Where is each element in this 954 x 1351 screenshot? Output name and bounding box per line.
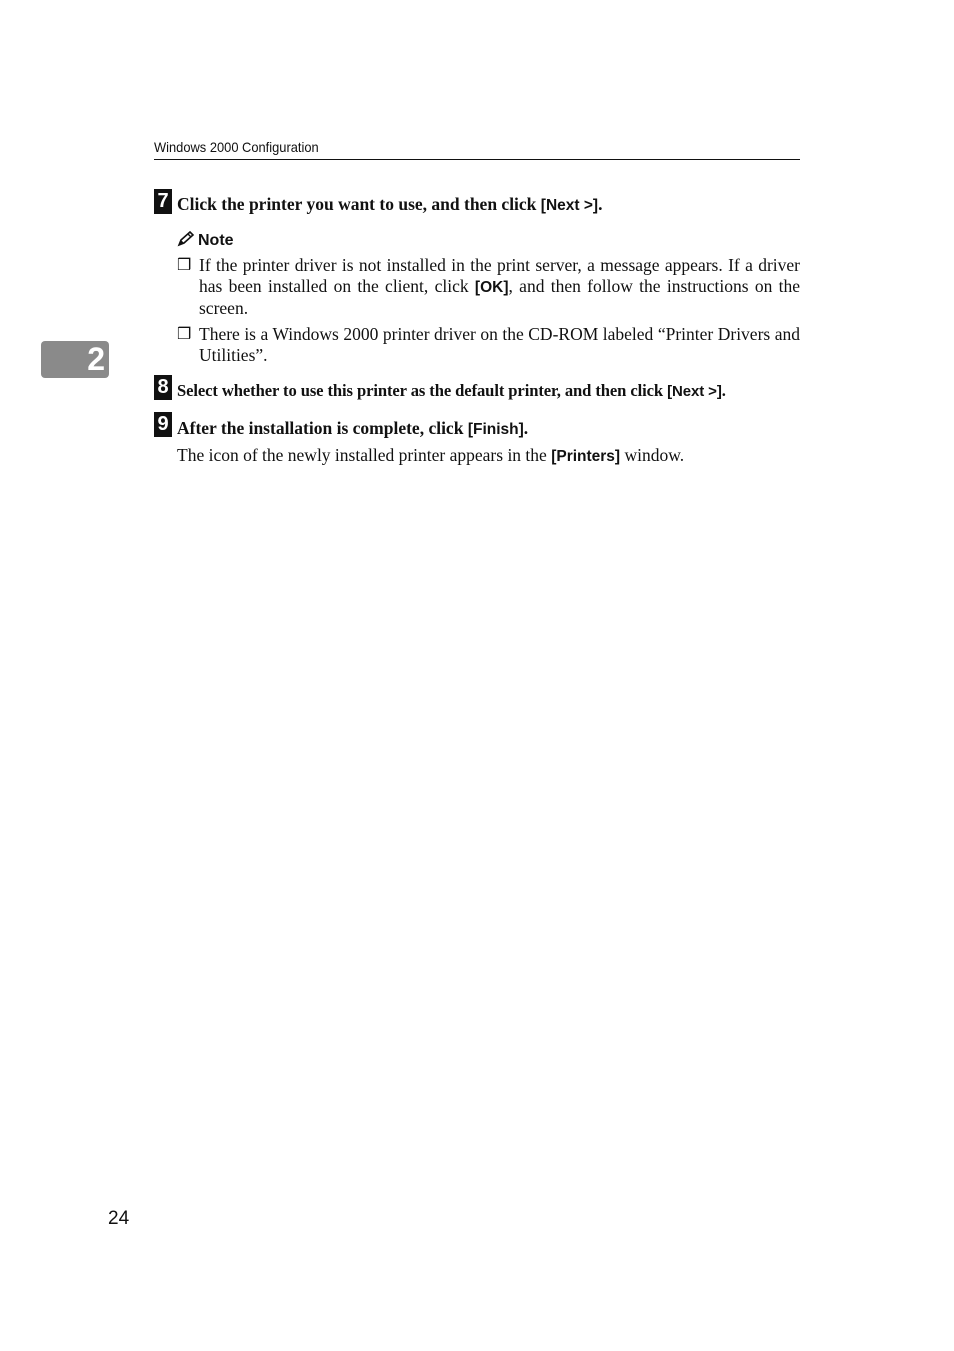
note-item [177, 324, 800, 366]
page-number: 24 [108, 1208, 130, 1229]
body-text-main: The icon of the newly installed printer appears in the [177, 445, 552, 465]
step-text [177, 381, 726, 401]
ui-term: [OK] [474, 279, 509, 296]
step-text-main: After the installation is complete, click [177, 418, 468, 438]
step-number-badge: 7 [154, 189, 172, 214]
ui-term: [Finish] [467, 421, 524, 438]
ui-term: [Next >] [667, 383, 722, 400]
ui-term: [Printers] [551, 448, 621, 465]
step-number-badge: 8 [154, 375, 172, 400]
step-text-main: Select whether to use this printer as the default printer, and then click [177, 381, 668, 400]
chapter-number: 2 [87, 341, 105, 377]
step-text [177, 194, 602, 215]
step-text-end: . [598, 194, 603, 214]
note-item-text: There is a Windows 2000 printer driver on the CD-ROM labeled “Printer Drivers and Utilities”. [199, 324, 800, 365]
note-heading [177, 231, 234, 250]
pencil-icon [177, 231, 195, 247]
ui-term: [Next >] [540, 197, 599, 214]
header-rule [154, 159, 800, 160]
header-title: Windows 2000 Configuration [154, 139, 319, 155]
chapter-tab [41, 341, 109, 378]
checkbox-bullet-icon: ❒ [177, 326, 192, 343]
step-text [177, 418, 528, 439]
note-item [177, 255, 800, 319]
checkbox-bullet-icon: ❒ [177, 257, 192, 274]
note-text-end: , and then follow the instructions on the screen. [199, 276, 801, 318]
note-label: Note [198, 232, 234, 249]
note-item-text [199, 255, 800, 319]
body-text-end: window. [620, 445, 685, 465]
step-text-end: . [721, 381, 726, 400]
step-text-end: . [523, 418, 529, 438]
step-text-main: Click the printer you want to use, and then click [177, 194, 541, 214]
note-text-main: If the printer driver is not installed in the print server, a message appears. If a driver has been installed on the client, click [199, 255, 800, 296]
step-9-description [177, 445, 684, 466]
step-number-badge: 9 [154, 412, 172, 437]
